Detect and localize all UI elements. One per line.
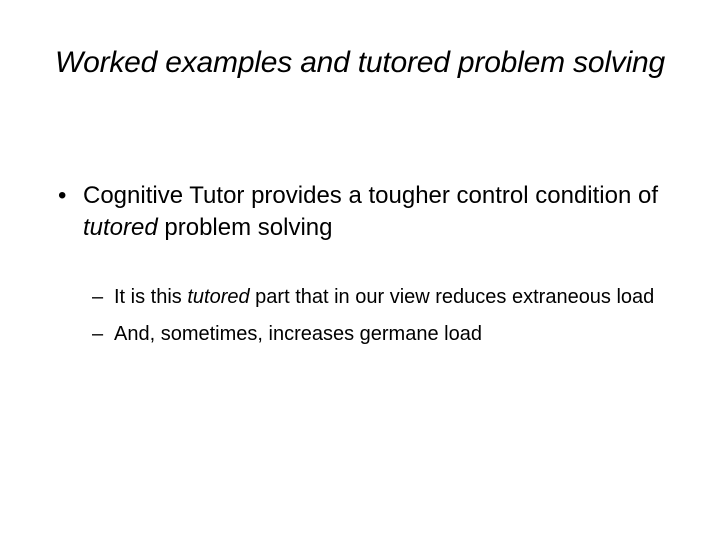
sub-bullet-item [92, 284, 692, 311]
sub-bullet-text [114, 286, 654, 308]
text-run: Cognitive Tutor provides a tougher control condition of [83, 182, 659, 209]
sub-bullet-text [114, 323, 482, 345]
text-run: part that in our view reduces extraneous load [249, 286, 655, 308]
sub-bullet-list [92, 284, 692, 358]
bullet-marker: • [58, 182, 67, 209]
main-bullet [58, 180, 678, 244]
text-run: And, sometimes, increases germane load [114, 323, 482, 345]
dash-marker: – [92, 286, 104, 308]
text-run: It is this [114, 286, 188, 308]
dash-marker: – [92, 323, 104, 345]
emphasis-tutored: tutored [187, 286, 250, 308]
emphasis-tutored: tutored [83, 214, 158, 241]
text-run: problem solving [157, 214, 333, 241]
main-bullet-text [58, 180, 678, 244]
sub-bullet-item [92, 321, 692, 348]
slide-title: Worked examples and tutored problem solving [54, 46, 666, 79]
